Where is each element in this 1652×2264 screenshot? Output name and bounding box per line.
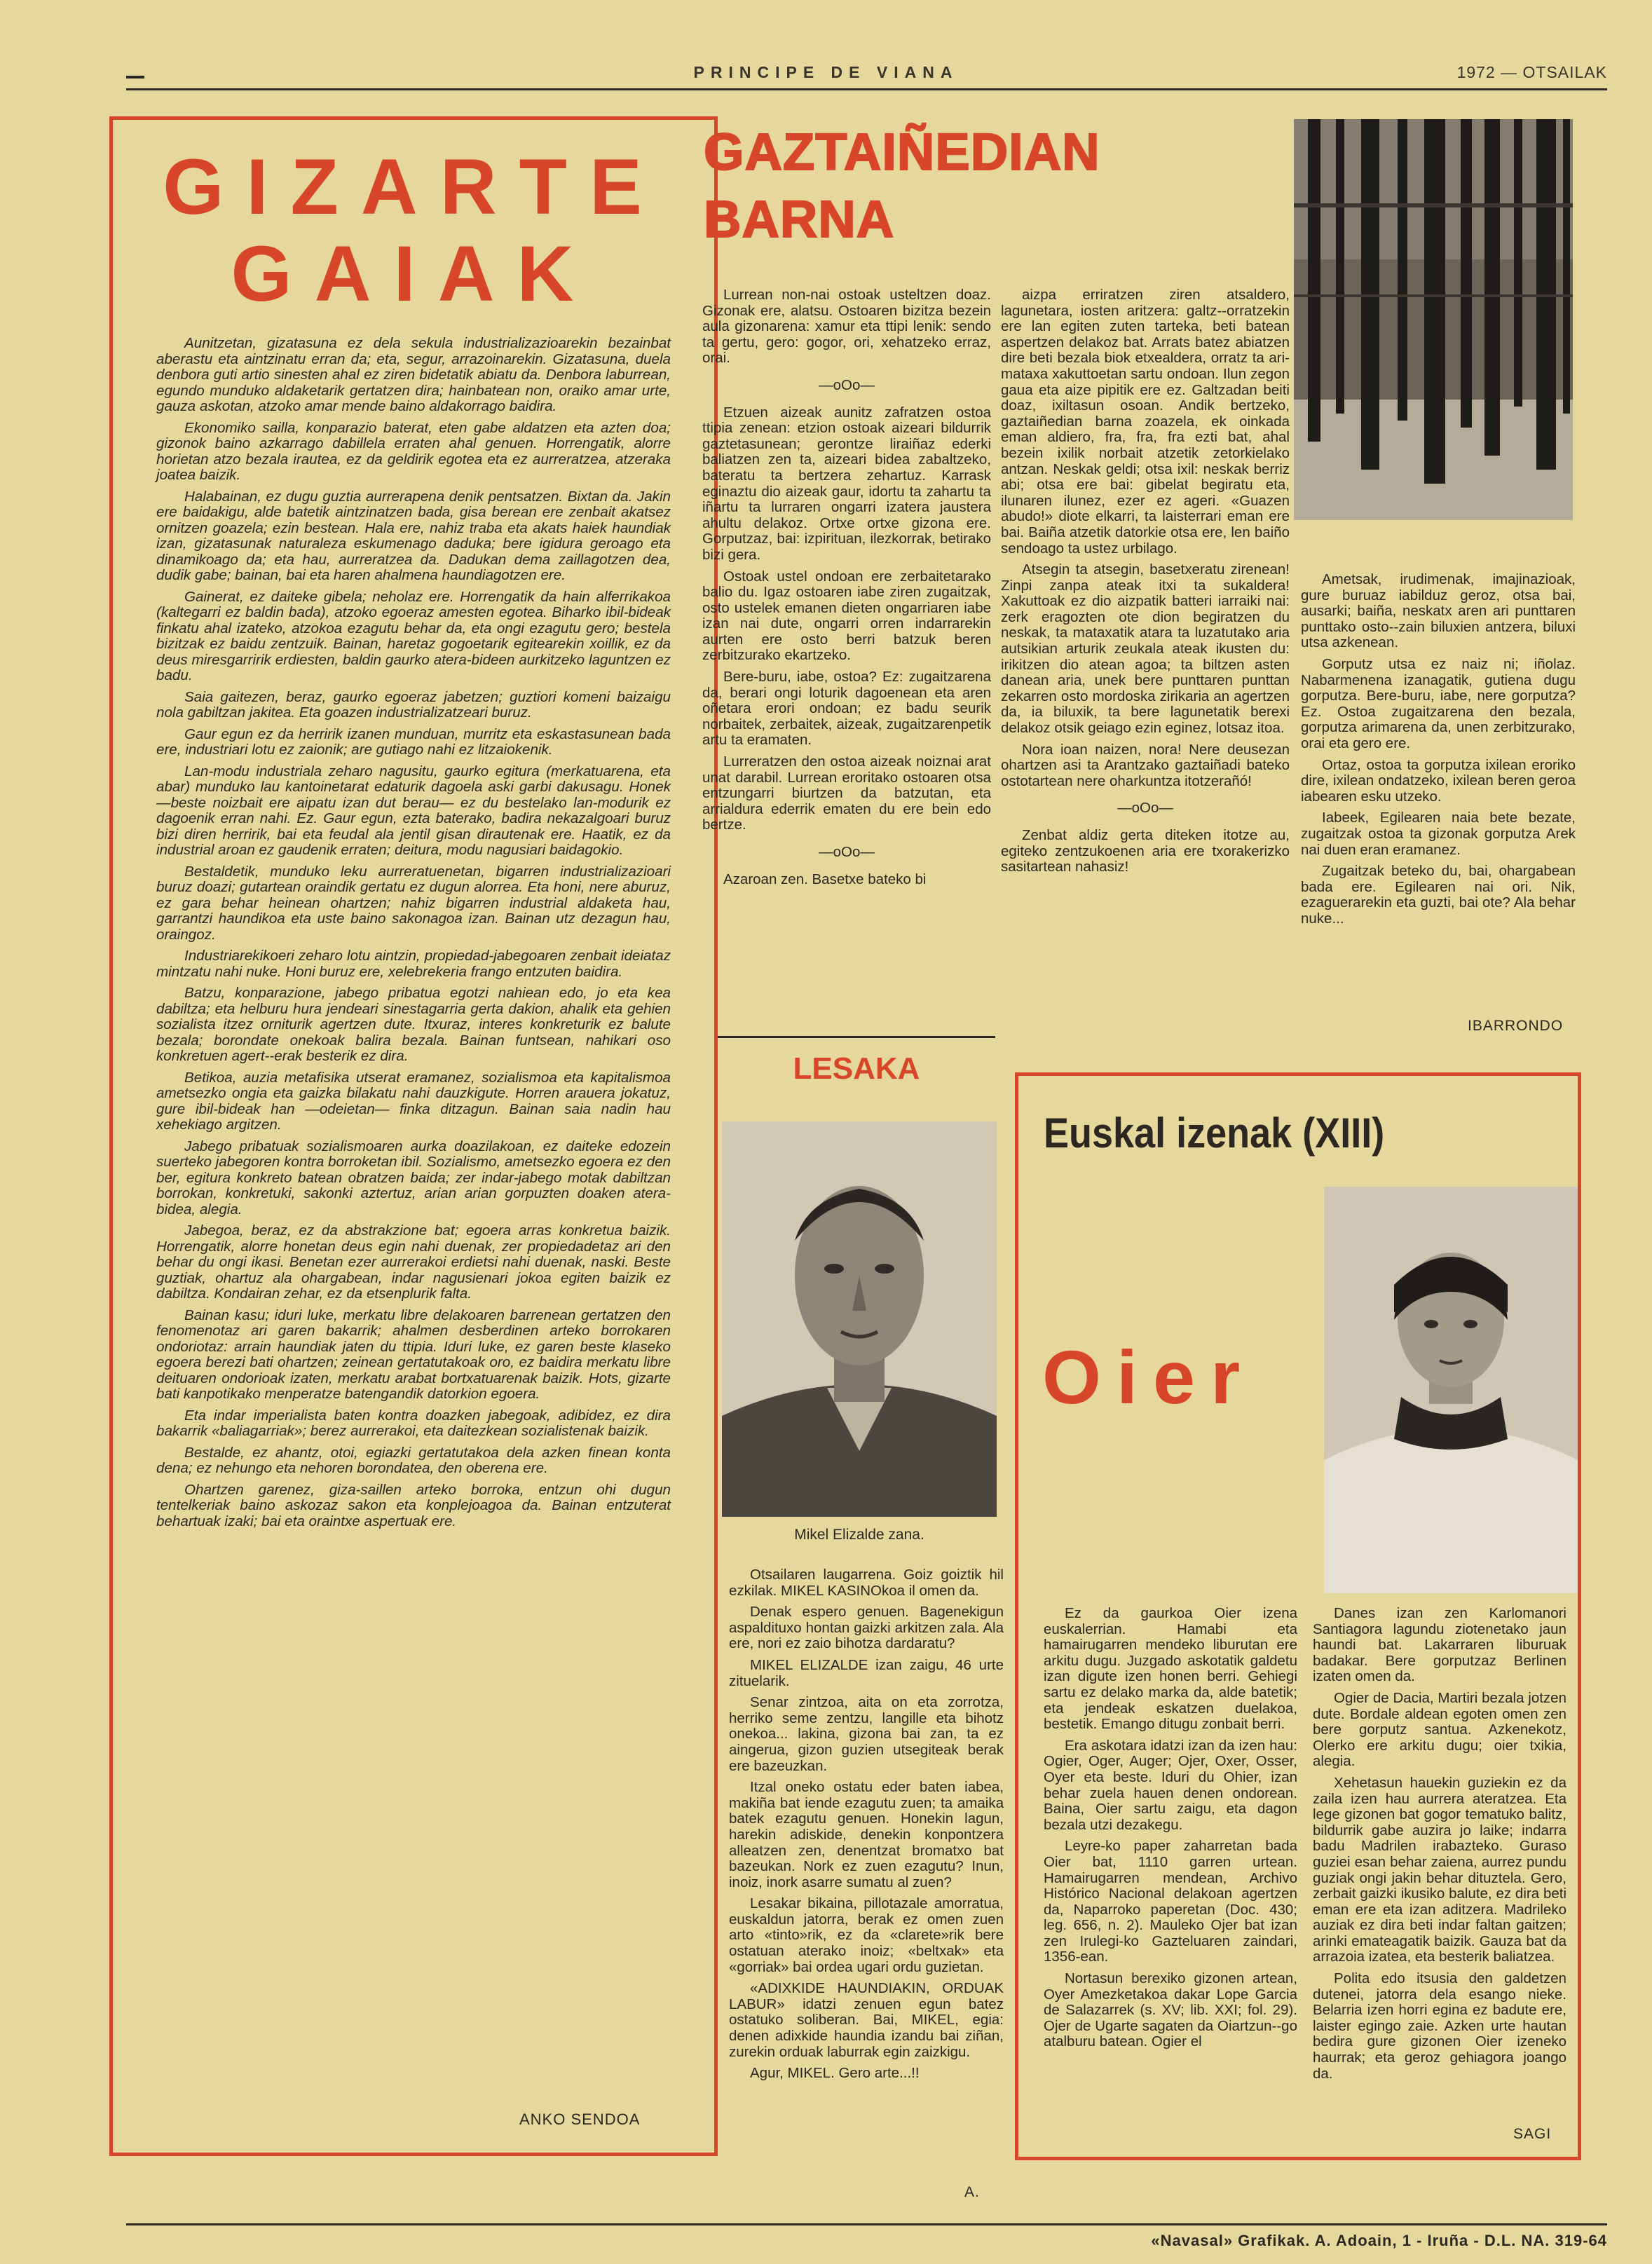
euskal-col2 <box>1313 1606 1566 2087</box>
gizarte-paragraph: Gaur egun ez da herririk izanen munduan, murritz eta eskastasunean bada ere, industriari lotu ez zaionik; are gutiago nahi ez litzaiokenik. <box>156 725 671 758</box>
gaztainedian-paragraph: Ametsak, irudimenak, imajinazioak, gure buruaz iabilduz geroz, otsa bai, ausarki; baiña, neskatx aren ari punttaren punttako osto--zain biluxien antzera, biluxi utsa azkenean. <box>1301 571 1576 651</box>
euskal-paragraph: Nortasun berexiko gizonen artean, Oyer Amezketakoa dakar Lope Garcia de Salazarrek (s. XV; lib. XXI; fol. 29). Ojer de Ugarte sagaten da Oiartzun--go atalburu batean. Ogier el <box>1044 1970 1297 2050</box>
gizarte-gaiak-article <box>109 116 718 2156</box>
euskal-col1 <box>1044 1606 1297 2056</box>
gizarte-title-line1: GIZARTE <box>163 143 664 231</box>
gizarte-paragraph: Betikoa, auzia metafisika utserat eramanez, sozialismoa eta kapitalismoa ametsezko ongia eta gaizka bilakatu nahi dauzkigute. Horren arauera jokatuz, gure ibil-bideak han —odeietan— finka ditzagun. Bainan saia nadin hau xehekiago argitzen. <box>156 1069 671 1133</box>
gaztainedian-paragraph: Etzuen aizeak aunitz zafratzen ostoa ttipia zenean: etzion ostoak aizeari bildurrik gaztetasunean; gerontze liraiñaz ederki baliatzen zen ta, aizeari bidea zabaltzeko, bateratu ta bertzera zehartuz. Karrask eginaztu dio aizeak gaur, idortu ta zahartu ta iñartu ta lurraren ongarri izatera jaustera ahultu delakoz. Ortxe ortxe gizona ere. Gorputzaz, bai: izpirituan, ilezkorrak, betirako bizi gera. <box>702 404 991 563</box>
euskal-izenak-article <box>1015 1072 1581 2160</box>
gaztainedian-paragraph: Azaroan zen. Basetxe bateko bi <box>723 871 927 887</box>
lesaka-paragraph: Lesakar bikaina, pillotazale amorratua, euskaldun jatorra, berak ez omen zuen arto «tinto»rik, ez da «clarete»rik bere ostatuan aterako inoiz; «beltxak» eta «gorriak» bai ordea ugari ordu guzietan. <box>729 1895 1004 1975</box>
gizarte-paragraph: Ohartzen garenez, giza-saillen arteko borroka, entzun ohi dugun tentelkeriak baino askozaz sakon eta konplejoagoa da. Bainan entzuterat behartuak izaki; bai eta oraintxe aspertuak ere. <box>156 1481 671 1529</box>
gaztainedian-paragraph: Lurreratzen den ostoa aizeak noiznai arat unat darabil. Lurrean eroritako ostoaren otsa entzungarri biurtzen da batzutan, eta arrialdura ederrik ematen du ere bein edo bertze. <box>702 753 991 833</box>
lesaka-paragraph: Itzal oneko ostatu eder baten iabea, makiña bat iende ezagutu zuen; ta amaika batek ezagutu genuen. Honekin lagun, harekin adiskide, denekin konpontzera alleatzen zen, denentzat bromatxo bat bazeukan. Nork ez zuen ezagutu? Inun, inoiz, inork asarre sumatu al zuen? <box>729 1779 1004 1890</box>
euskal-signature: SAGI <box>1513 2126 1552 2142</box>
gaztainedian-signature: IBARRONDO <box>1468 1018 1564 1034</box>
gaztainedian-paragraph: Zenbat aldiz gerta diteken itotze au, egiteko zentzukoenen aria ere txorakerizko sasitartean nahasiz! <box>1001 827 1290 875</box>
lesaka-paragraph: Denak espero genuen. Bagenekigun aspaldituxo hontan gaizki arkitzen zala. Ala ere, nori ez zaio bihotza dardaratu? <box>729 1604 1004 1652</box>
gaztainedian-title-line1: GAZTAIÑEDIAN <box>704 123 1100 181</box>
euskal-paragraph: Era askotara idatzi izan da izen hau: Ogier, Oger, Auger; Ojer, Oxer, Osser, Oyer eta beste. Iduri du Ohier, izan behar zuela hauen denen ondorean. Baina, Oier sartu zaigu, eta dagon bezala utzi dezakegu. <box>1044 1737 1297 1833</box>
gaztainedian-title-line2: BARNA <box>704 190 895 248</box>
gizarte-paragraph: Bestaldetik, munduko leku aurreratuenetan, bigarren industrializazioari buruz doazi; gutartean oraindik gertatu ez dugun alorrea. Eta honi, nere aburuz, ez gara behar heinean ohartzen; nahiz bigarren industrial aldaketa hau, garrantzi haundikoa eta uste baino sakonagoa izan. Bainan utz dezagun hau, oraingoz. <box>156 863 671 943</box>
gizarte-paragraph: Bestalde, ez ahantz, otoi, egiazki gertatutakoa dela azken finean konta dena; ez nehungo eta nehoren borondatea, den oberena ere. <box>156 1444 671 1476</box>
header-rule <box>126 88 1607 90</box>
lesaka-paragraph: MIKEL ELIZALDE izan zaigu, 46 urte zituelarik. <box>729 1656 1004 1689</box>
gaztainedian-paragraph: Lurrean non-nai ostoak usteltzen doaz. Gizonak ere, alatsu. Ostoaren bizitza bezein aula gizonarena: xamur eta ttipi lenik: sendo ta gertu, gero: gogor, ori, xehatzeko erraz, orai. <box>702 287 991 367</box>
gizarte-paragraph: Jabego pribatuak sozialismoaren aurka doazilakoan, ez daiteke edozein suerteko jabegoren kontra borroketan ibil. Sozialismo, ametsezko egoera ez den ber, egitura konkreto batean obratzen baida; zer indar-jabego motak dabiltzan borrokan, konkretuki, sakonki aztertuz, arian arian gorpuzten doaken atera-bidea, alegia. <box>156 1138 671 1218</box>
gizarte-title-line2: GAIAK <box>231 230 596 318</box>
gaztainedian-paragraph: Ostoak ustel ondoan ere zerbaitetarako balio du. Igaz ostoaren iabe ziren zugaitzak, osto ustelek emanen dieten ongarriaren iabe izan nai dute, ongarri orren indarrarekin aurten ere osto berri batzuk beren zerbitzurako ekartzeko. <box>702 568 991 664</box>
section-separator: —oOo— <box>1117 800 1173 817</box>
euskal-paragraph: Polita edo itsusia den galdetzen dutenei, jatorra dela esango nieke. Belarria izen horri egina ez badute ere, laister egingo zaie. Azken urte hautan bedira gure gizonen Oier izeneko haurrak; eta geroz gehiagora joango da. <box>1313 1970 1566 2082</box>
euskal-paragraph: Ez da gaurkoa Oier izena euskalerrian. Hamabi eta hamairugarren mendeko liburutan ere arkitu dugu. Juzgado askotatik galdetu izan digute izen honen berri. Gehiegi sartu ez delako marka da, alde batetik; eta jendeak eskatzen duelakoa, bestetik. Emango ditugu zonbait berri. <box>1044 1605 1297 1733</box>
gaztainedian-paragraph: Atsegin ta atsegin, basetxeratu zirenean! Zinpi zanpa ateak itxi ta sukaldera! Xakuttoak ez dio aizpatik batteri iarraiki nai: zerk eragozten ote dion begiratzen du neskak, ta mataxatik atara ta luzatutako aria autsikian arturik zeukala ateak ikusten du: irikitzen dio atean agoa; ta biltzen asten danean aria, unek bere punttaren punttan zekarren osto mordoska zirikaria an agertzen da, ia biluxik, ta bere lagunetatik berexi delakoz otsik geiago ezin eginez, lotsaz itoa. <box>1001 561 1290 737</box>
footer-rule <box>126 2223 1607 2225</box>
gizarte-paragraph: Jabegoa, beraz, ez da abstrakzione bat; egoera arras konkretua baizik. Horrengatik, alorre honetan deus egin nahi duenak, zer propiedadetaz ari den behar du ongi ikasi. Benetan ezer aurrerakoi erdietsi nahi duenak, naski. Beste guztiak, ohartuz ala ohargabean, indar nagusienari jokoa egiten baizik ez dabiltza. Kondairan zehar, ez da etsenplurik falta. <box>156 1222 671 1302</box>
gaztainedian-col1 <box>702 287 991 893</box>
gaztainedian-paragraph: Bere-buru, iabe, ostoa? Ez: zugaitzarena da, berari ongi loturik dagoenean eta aren oñetara erori ondoan; ez badu seurik norbaitek, zerbaitek, aizeak, zugaitzarenpetik artu ta eramaten. <box>702 669 991 749</box>
gaztainedian-paragraph: aizpa erriratzen ziren atsaldero, lagunetara, iosten aritzera: galtz--orratzekin ere lan egiten zuten tarteka, beti batean aspertzen delakoz bat. Arrats batez abiatzen dire beti bezala biok etxealdera, orratz ta ari-mataxa xakuttoetan sartu ondoan. Ilun zegon gaua eta aize pipitik ere ez. Galtzadan beiti doaz, ixiltasun osoan. Andik bertzeko, gaztaiñedian barna zoazela, ek oinkada eman aldiero, fra, fra, fra ezti bat, ahal bezein ixilik norbait atzetik zetorkielako antzan. Neskak geldi; otsa ixil: neskak berriz abi; otsa ere bai: gibelat begiratu eta, ilunaren ilunez, ezer ez ageri. «Guazen abudo!» diote elkarri, ta laisterrari eman ere bai. Baiña atzetik datorkie otsa ere, len baiño sendoago ta ustez urbilago. <box>1001 287 1290 557</box>
lesaka-paragraph: Agur, MIKEL. Gero arte...!! <box>750 2065 920 2082</box>
gaztainedian-col2 <box>1001 287 1290 881</box>
lesaka-paragraph: «ADIXKIDE HAUNDIAKIN, ORDUAK LABUR» idatzi zenuen egun batez ostatuko soliberan. Bai, MIKEL, egia: denen adixkide haundia izandu bai ziñan, zurekin orduak laburrak egin zaizkigu. <box>729 1980 1004 2060</box>
euskal-paragraph: Danes izan zen Karlomanori Santiagora lagundu ziotenetako jaun haundi bat. Lakarraren liburuak badakar. Bere gorputzaz Berlinen izaten omen da. <box>1313 1605 1566 1685</box>
gizarte-paragraph: Lan-modu industriala zeharo nagusitu, gaurko egitura (merkatuarena, eta abar) munduko lau kantoinetarat edaturik dagoela aski garbi dakusagu. Honek —beste noizbait ere aipatu izan dut berau— ez du bestelako lan-modurik ez dagoenik erran nahi. Ez. Gaur egun, ezta baterako, badira nekazalgoari buruz bizi diren herririk, bai eta feudal ala jentil gisan dirautenak ere. Haatik, ez da industrial aroan ez gaudenik erraten; deitura, modu nagusiari baidagokio. <box>156 763 671 858</box>
lesaka-divider <box>718 1036 995 1038</box>
euskal-paragraph: Leyre-ko paper zaharretan bada Oier bat, 1110 garren urtean. Hamairugarren mendean, Archivo Histórico Nacional delakoan agertzen da, Naparroko paperetan (Doc. 430; leg. 656, n. 2). Mauleko Ojer bat izan zen Irulegi-ko Gazteluaren zaindari, 1356-ean. <box>1044 1838 1297 1965</box>
section-separator: —oOo— <box>819 844 875 860</box>
gaztainedian-paragraph: Gorputz utsa ez naiz ni; iñolaz. Nabarmenena izanagatik, gutiena dugu gorputza. Bere-buru, iabe, nere gorputza? Ez. Ostoa zugaitzarena den bezala, gorputza arimarena da, unen zerbitzurako, orai eta gero ere. <box>1301 655 1576 751</box>
gizarte-paragraph: Aunitzetan, gizatasuna ez dela sekula industrializazioarekin bezainbat aberastu eta aintzinatu erran da; eta, segur, arrazoinarekin. Gizatasuna, duela denbora guti artio sinesten ahal ez ziren bidetatik abiatu da. Denbora laburrean, egundo munduko aldaketarik gertatzen dira; hainbatean non, oraiko amar urte, gauza askotan, atzoko amar mende baino aldakorrago baidira. <box>156 335 671 414</box>
gizarte-body <box>156 336 671 1535</box>
oier-child-portrait <box>1324 1187 1578 1593</box>
euskal-paragraph: Ogier de Dacia, Martiri bezala jotzen dute. Bordale aldean egoten omen zen bere gorputz santua. Azkenekotz, Olerko ere arkitu dugu; oier txikia, alegia. <box>1313 1689 1566 1770</box>
euskal-izenak-title: Euskal izenak (XIII) <box>1044 1110 1385 1157</box>
lesaka-paragraph: Senar zintzoa, aita on eta zorrotza, herriko seme zentzu, langille eta bihotz onekoa... lakina, gizona bai zan, ta ez aingerua, gizon guzien utsegiteak berak ere bazeuzkan. <box>729 1694 1004 1774</box>
euskal-paragraph: Xehetasun hauekin guziekin ez da zaila izen hau aurrera ateratzea. Eta lege gizonen bat gogor tematuko balitz, bildurrik gabe auzira jo laike; indarra badu Madrilen irabazteko. Guraso guziei esan behar zaiena, aurrez pundu guziak ongi jakin behar dituztela. Gero, zerbait gaizki ikusiko balute, ez dira beti eman ere eta izan aditzera. Madrileko auziak ez dira beti indar faltan gaitzen; arinki emateagatik baizik. Gauza bat da arrazoia izatea, eta besterik baliatzea. <box>1313 1774 1566 1965</box>
mikel-elizalde-portrait <box>722 1121 997 1517</box>
gaztainedian-paragraph: Zugaitzak beteko du, bai, ohargabean bada ere. Egilearen nai ori. Nik, ezaguerarekin eta guzti, bai ote? Ala behar nuke... <box>1301 863 1576 927</box>
gizarte-paragraph: Industriarekikoeri zeharo lotu aintzin, propiedad-jabegoaren zenbait ideiataz mintzatu nahi nuke. Honi buruz ere, xelebrekeria frango entzuten baidira. <box>156 948 671 980</box>
gizarte-paragraph: Batzu, konparazione, jabego pribatua egotzi nahiean edo, jo eta kea dabiltza; eta helburu hura jendeari sinestagarria gerta dakion, ahalik eta gehien sozialista itzez orniturik agertzen dute. Itxuraz, interes konkreturik ez balute bezala; borondate onekoak balira bezala. Bainan funtsean, nahikari oso konkretuen agert--erak besterik ez dira. <box>156 985 671 1064</box>
chestnut-forest-photo <box>1294 119 1573 520</box>
gizarte-paragraph: Halabainan, ez dugu guztia aurrerapena denik pentsatzen. Bixtan da. Jakin ere baidakigu, alde batetik aintzinatzen bada, gisa berean ere zenbait akatsez ornitzen goazela; ezin bestean. Hala ere, nahiz traba eta akats haiek haundiak izan, gizatasunak naturaleza eskumenago daduka; bere igidura geroago eta dinamikoago da; eta hau, aurreratzea da. Dadukan dema zaillagotzen dea, dudik gabe; bainan, bai eta haren ahalmena haundiagotzen ere. <box>156 488 671 583</box>
publication-title: PRINCIPE DE VIANA <box>693 63 959 81</box>
lesaka-paragraph: Otsailaren laugarrena. Goiz goiztik hil ezkilak. MIKEL KASINOkoa il omen da. <box>729 1567 1004 1599</box>
lesaka-signature: A. <box>964 2184 980 2200</box>
printer-imprint: «Navasal» Grafikak. A. Adoain, 1 - Iruña - D.L. NA. 319-64 <box>1151 2232 1607 2249</box>
gaztainedian-paragraph: Ortaz, ostoa ta gorputza ixilean eroriko dire, ixilean ondatzeko, ixilean beren geroa iabearen esku utzeko. <box>1301 756 1576 805</box>
gizarte-paragraph: Gainerat, ez daiteke gibela; neholaz ere. Horrengatik da hain alferrikakoa (kaltegarri ez baldin bada), atzoko egoeraz amesten egotea. Biharko ibil-bideak finkatu ahal izateko, atzokoa ezagutu behar da, eta ongi ezagutu gero; bestela bizitzak ez baidu zentzuik. Bainan, haretaz gogoetarik egitearekin xoillik, ez da deus miresgarririk erdiesten, baldin gaurko atera-bideen aurkitzeko laguntzen ez badu. <box>156 588 671 683</box>
gizarte-paragraph: Saia gaitezen, beraz, gaurko egoeraz jabetzen; guztiori komeni baizaigu nola gabiltzan jakitea. Eta goazen industrializatzeari buruz. <box>156 688 671 721</box>
issue-date: 1972 — OTSAILAK <box>1456 63 1607 81</box>
gizarte-signature: ANKO SENDOA <box>519 2110 641 2128</box>
oier-name: Oier <box>1042 1335 1256 1419</box>
gizarte-paragraph: Eta indar imperialista baten kontra doazken jabegoak, adibidez, ez dira bakarrik «baliagarriak»; berez aurrerakoi, eta daitezkean sozialistenak baizik. <box>156 1407 671 1439</box>
gizarte-paragraph: Bainan kasu; iduri luke, merkatu libre delakoaren barrenean gertatzen den fenomenotaz ari garen bakarrik; ahalmen desberdinen arteko borrokaren ondoriotaz: arrain haundiak jaten du ttipia. Iduri luke, ez garen beste klaseko egoera berezi bati ohartzen; zeinean gertatutakoak oro, ez baidira merkatu libre deituaren ondorioak izaten, merkatu arabat bortxatuarenak baizik. Hots, gizarte bati kanpotikako menperatze batengandik datorkion egoera. <box>156 1307 671 1402</box>
lesaka-title: LESAKA <box>793 1051 920 1086</box>
gaztainedian-col3 <box>1301 572 1576 932</box>
lesaka-body <box>729 1567 1004 2087</box>
gaztainedian-paragraph: Nora ioan naizen, nora! Nere deusezan ohartzen asi ta Arantzako gaztaiñadi bateko ostotartean nere oharkuntza itotzerañó! <box>1001 741 1290 789</box>
gizarte-paragraph: Ekonomiko sailla, konparazio baterat, eten gabe aldatzen eta azten doa; gizonok baino azkarrago dabillela erraten ahal genuen. Horrengatik, alorre horietan atzo bezala irautea, ez da geldirik egotea eta ez aurreratzea, atzeraka joatea baizik. <box>156 419 671 483</box>
lesaka-photo-caption: Mikel Elizalde zana. <box>794 1527 924 1543</box>
section-separator: —oOo— <box>819 376 875 393</box>
gaztainedian-paragraph: Iabeek, Egilearen naia bete bezate, zugaitzak ostoa ta gizonak gorputza Arek nai duen eran eramanez. <box>1301 810 1576 858</box>
